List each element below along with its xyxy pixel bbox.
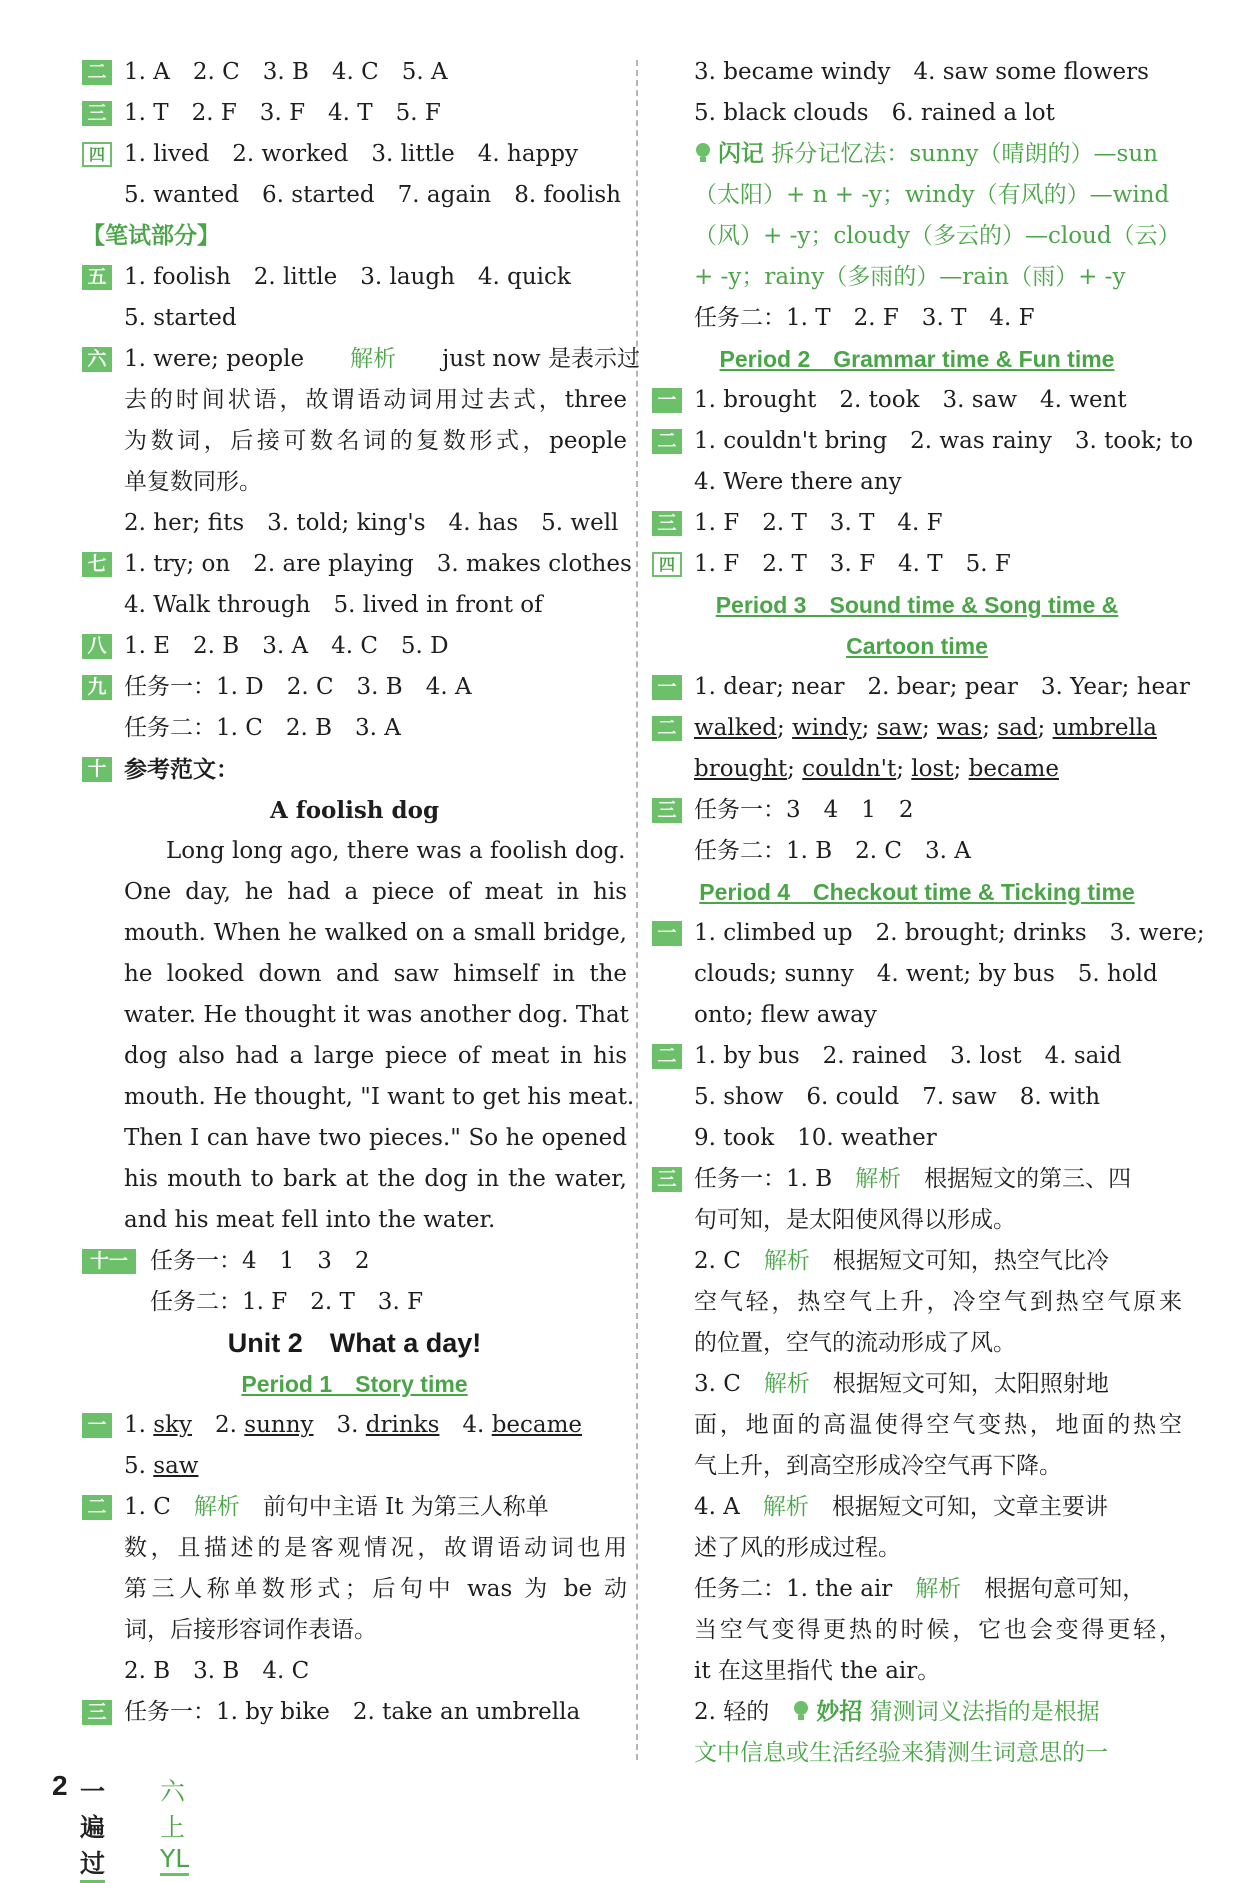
answer-line: 4. Were there any <box>694 469 902 495</box>
section-badge: 十一 <box>82 1249 136 1274</box>
answer-line: 2. 轻的 妙招 猜测词义法指的是根据 <box>694 1699 1100 1725</box>
section-badge: 七 <box>82 552 112 577</box>
section-badge: 三 <box>652 511 682 536</box>
answer-line: 任务二：1. T 2. F 3. T 4. F <box>694 305 1035 331</box>
answer-line: 句可知，是太阳使风得以形成。 <box>694 1207 1016 1233</box>
answer-line: 四 1. lived 2. worked 3. little 4. happy <box>82 134 627 175</box>
answer-line: 5. wanted 6. started 7. again 8. foolish <box>124 182 621 208</box>
essay-line: he looked down and saw himself in the <box>124 961 627 987</box>
answer-line: 气上升，到高空形成冷空气再下降。 <box>694 1453 1062 1479</box>
section-badge: 一 <box>652 921 682 946</box>
section-badge: 二 <box>82 1495 112 1520</box>
analysis-label: 解析 <box>350 346 397 372</box>
answer-line: 词，后接形容词作表语。 <box>124 1617 377 1643</box>
answer-line: 二 1. by bus 2. rained 3. lost 4. said <box>652 1036 1182 1077</box>
answer-line: 3. became windy 4. saw some flowers <box>694 59 1149 85</box>
answer-line: 二 1. C 解析 前句中主语 It 为第三人称单 <box>82 1487 627 1528</box>
answer-line: 一 1. climbed up 2. brought; drinks 3. were; <box>652 913 1182 954</box>
section-badge: 二 <box>652 429 682 454</box>
answer-line: 二 walked; windy; saw; was; sad; umbrella <box>652 708 1182 749</box>
section-badge: 六 <box>82 347 112 372</box>
answer-line: 三 任务一：1. B 解析 根据短文的第三、四 <box>652 1159 1182 1200</box>
answer-line: 九 任务一：1. D 2. C 3. B 4. A <box>82 667 627 708</box>
answer-line: brought; couldn't; lost; became <box>694 756 1059 782</box>
essay-line: One day, he had a piece of meat in his <box>124 879 627 905</box>
answer-line: 5. show 6. could 7. saw 8. with <box>694 1084 1101 1110</box>
answer-line: 2. her; fits 3. told; king's 4. has 5. well <box>124 510 619 536</box>
section-badge: 三 <box>652 798 682 823</box>
essay-title: A foolish dog <box>269 797 440 824</box>
analysis-label: 解析 <box>915 1576 962 1602</box>
tip-label: 闪记 <box>718 141 764 167</box>
answer-line: 五 1. foolish 2. little 3. laugh 4. quick <box>82 257 627 298</box>
section-badge: 九 <box>82 675 112 700</box>
answer-line: 二 1. A 2. C 3. B 4. C 5. A <box>82 52 627 93</box>
answer-line: 任务二：1. B 2. C 3. A <box>694 838 971 864</box>
answer-line: 八 1. E 2. B 3. A 4. C 5. D <box>82 626 627 667</box>
section-badge: 五 <box>82 265 112 290</box>
memory-tip: 文中信息或生活经验来猜测生词意思的一 <box>694 1740 1108 1766</box>
answer-line: 任务二：1. F 2. T 3. F <box>150 1289 424 1315</box>
answer-line: 三 1. F 2. T 3. T 4. F <box>652 503 1182 544</box>
section-badge: 四 <box>82 142 112 167</box>
answer-line: 为数词，后接可数名词的复数形式，people <box>124 428 627 454</box>
essay-line: water. He thought it was another dog. That <box>124 1002 629 1028</box>
answer-line: 三 任务一：3 4 1 2 <box>652 790 1182 831</box>
answer-line: 4. Walk through 5. lived in front of <box>124 592 543 618</box>
answer-line: 二 1. couldn't bring 2. was rainy 3. took; to <box>652 421 1182 462</box>
section-heading: 【笔试部分】 <box>82 223 220 249</box>
analysis-label: 解析 <box>193 1494 240 1520</box>
memory-tip: （风）+ -y；cloudy（多云的）—cloud（云） <box>694 223 1181 249</box>
section-badge: 八 <box>82 634 112 659</box>
essay-line: and his meat fell into the water. <box>124 1207 496 1233</box>
section-badge: 三 <box>82 101 112 126</box>
answer-line: 述了风的形成过程。 <box>694 1535 901 1561</box>
essay-line: mouth. When he walked on a small bridge, <box>124 920 627 946</box>
period-title: Period 1 Story time <box>241 1371 468 1397</box>
right-column <box>652 52 1205 1774</box>
answer-line: 5. saw <box>124 1453 199 1479</box>
section-badge: 三 <box>652 1167 682 1192</box>
section-badge: 四 <box>652 552 682 577</box>
tip-label: 妙招 <box>816 1699 863 1725</box>
answer-line: 面，地面的高温使得空气变热，地面的热空 <box>694 1412 1182 1438</box>
section-badge: 一 <box>652 675 682 700</box>
answer-line: 2. C 解析 根据短文可知，热空气比冷 <box>694 1248 1109 1274</box>
essay-line: Long long ago, there was a foolish dog. <box>166 838 626 864</box>
section-badge: 一 <box>652 388 682 413</box>
memory-tip: 闪记 拆分记忆法：sunny（晴朗的）—sun <box>652 134 1182 175</box>
section-badge: 一 <box>82 1413 112 1438</box>
period-title: Period 2 Grammar time & Fun time <box>719 346 1115 372</box>
answer-line: 3. C 解析 根据短文可知，太阳照射地 <box>694 1371 1109 1397</box>
answer-line: 一 1. brought 2. took 3. saw 4. went <box>652 380 1182 421</box>
answer-line: 5. black clouds 6. rained a lot <box>694 100 1055 126</box>
memory-tip: + -y；rainy（多雨的）—rain（雨）+ -y <box>694 264 1126 290</box>
essay-line: Then I can have two pieces." So he opened <box>124 1125 627 1151</box>
answer-line: 5. started <box>124 305 237 331</box>
essay-line: dog also had a large piece of meat in his <box>124 1043 627 1069</box>
memory-tip: （太阳）+ n + -y；windy（有风的）—wind <box>694 182 1170 208</box>
section-badge: 三 <box>82 1700 112 1725</box>
answer-line: 当空气变得更热的时候，它也会变得更轻， <box>694 1617 1182 1643</box>
analysis-label: 解析 <box>763 1371 810 1397</box>
answer-line: 七 1. try; on 2. are playing 3. makes clothes <box>82 544 627 585</box>
answer-line: 任务二：1. the air 解析 根据句意可知， <box>694 1576 1146 1602</box>
answer-line: 三 1. T 2. F 3. F 4. T 5. F <box>82 93 627 134</box>
period-title: Period 4 Checkout time & Ticking time <box>699 879 1135 905</box>
analysis-label: 解析 <box>762 1494 809 1520</box>
answer-line: 单复数同形。 <box>124 469 262 495</box>
answer-line: onto; flew away <box>694 1002 877 1028</box>
answer-line: 第三人称单数形式；后句中 was 为 be 动 <box>124 1576 627 1602</box>
period-title: Period 3 Sound time & Song time & <box>715 592 1119 618</box>
answer-line: 十 参考范文： <box>82 749 627 790</box>
grade-label: 六上 YL <box>160 1772 189 1876</box>
answer-line: 的位置，空气的流动形成了风。 <box>694 1330 1016 1356</box>
section-badge: 二 <box>82 60 112 85</box>
page-number: 2 <box>52 1770 68 1801</box>
period-title: Cartoon time <box>846 633 988 659</box>
section-badge: 二 <box>652 716 682 741</box>
answer-line: 一 1. dear; near 2. bear; pear 3. Year; hear <box>652 667 1182 708</box>
lightbulb-icon <box>792 1700 810 1722</box>
left-column <box>82 52 641 1733</box>
lightbulb-icon <box>694 142 712 164</box>
answer-line: 4. A 解析 根据短文可知，文章主要讲 <box>694 1494 1108 1520</box>
answer-line: 四 1. F 2. T 3. F 4. T 5. F <box>652 544 1182 585</box>
answer-line: clouds; sunny 4. went; by bus 5. hold <box>694 961 1158 987</box>
analysis-label: 解析 <box>763 1248 810 1274</box>
answer-line: 十一 任务一：4 1 3 2 <box>82 1241 627 1282</box>
essay-line: his mouth to bark at the dog in the water, <box>124 1166 627 1192</box>
answer-line: 三 任务一：1. by bike 2. take an umbrella <box>82 1692 627 1733</box>
section-badge: 十 <box>82 757 112 782</box>
answer-line: 去的时间状语，故谓语动词用过去式，three <box>124 387 627 413</box>
analysis-label: 解析 <box>855 1166 902 1192</box>
answer-line: it 在这里指代 the air。 <box>694 1658 941 1684</box>
answer-line: 任务二：1. C 2. B 3. A <box>124 715 401 741</box>
answer-line: 数，且描述的是客观情况，故谓语动词也用 <box>124 1535 627 1561</box>
answer-line: 9. took 10. weather <box>694 1125 937 1151</box>
answer-line: 空气轻，热空气上升，冷空气到热空气原来 <box>694 1289 1182 1315</box>
unit-title: Unit 2 What a day! <box>227 1328 482 1358</box>
section-badge: 二 <box>652 1044 682 1069</box>
answer-line: 六 1. were; people 解析 just now 是表示过 <box>82 339 627 380</box>
answer-line: 一 1. sky 2. sunny 3. drinks 4. became <box>82 1405 627 1446</box>
answer-line: 2. B 3. B 4. C <box>124 1658 310 1684</box>
essay-line: mouth. He thought, "I want to get his meat. <box>124 1084 635 1110</box>
brand-name: 一遍过 <box>80 1772 105 1883</box>
column-divider <box>636 60 638 1760</box>
